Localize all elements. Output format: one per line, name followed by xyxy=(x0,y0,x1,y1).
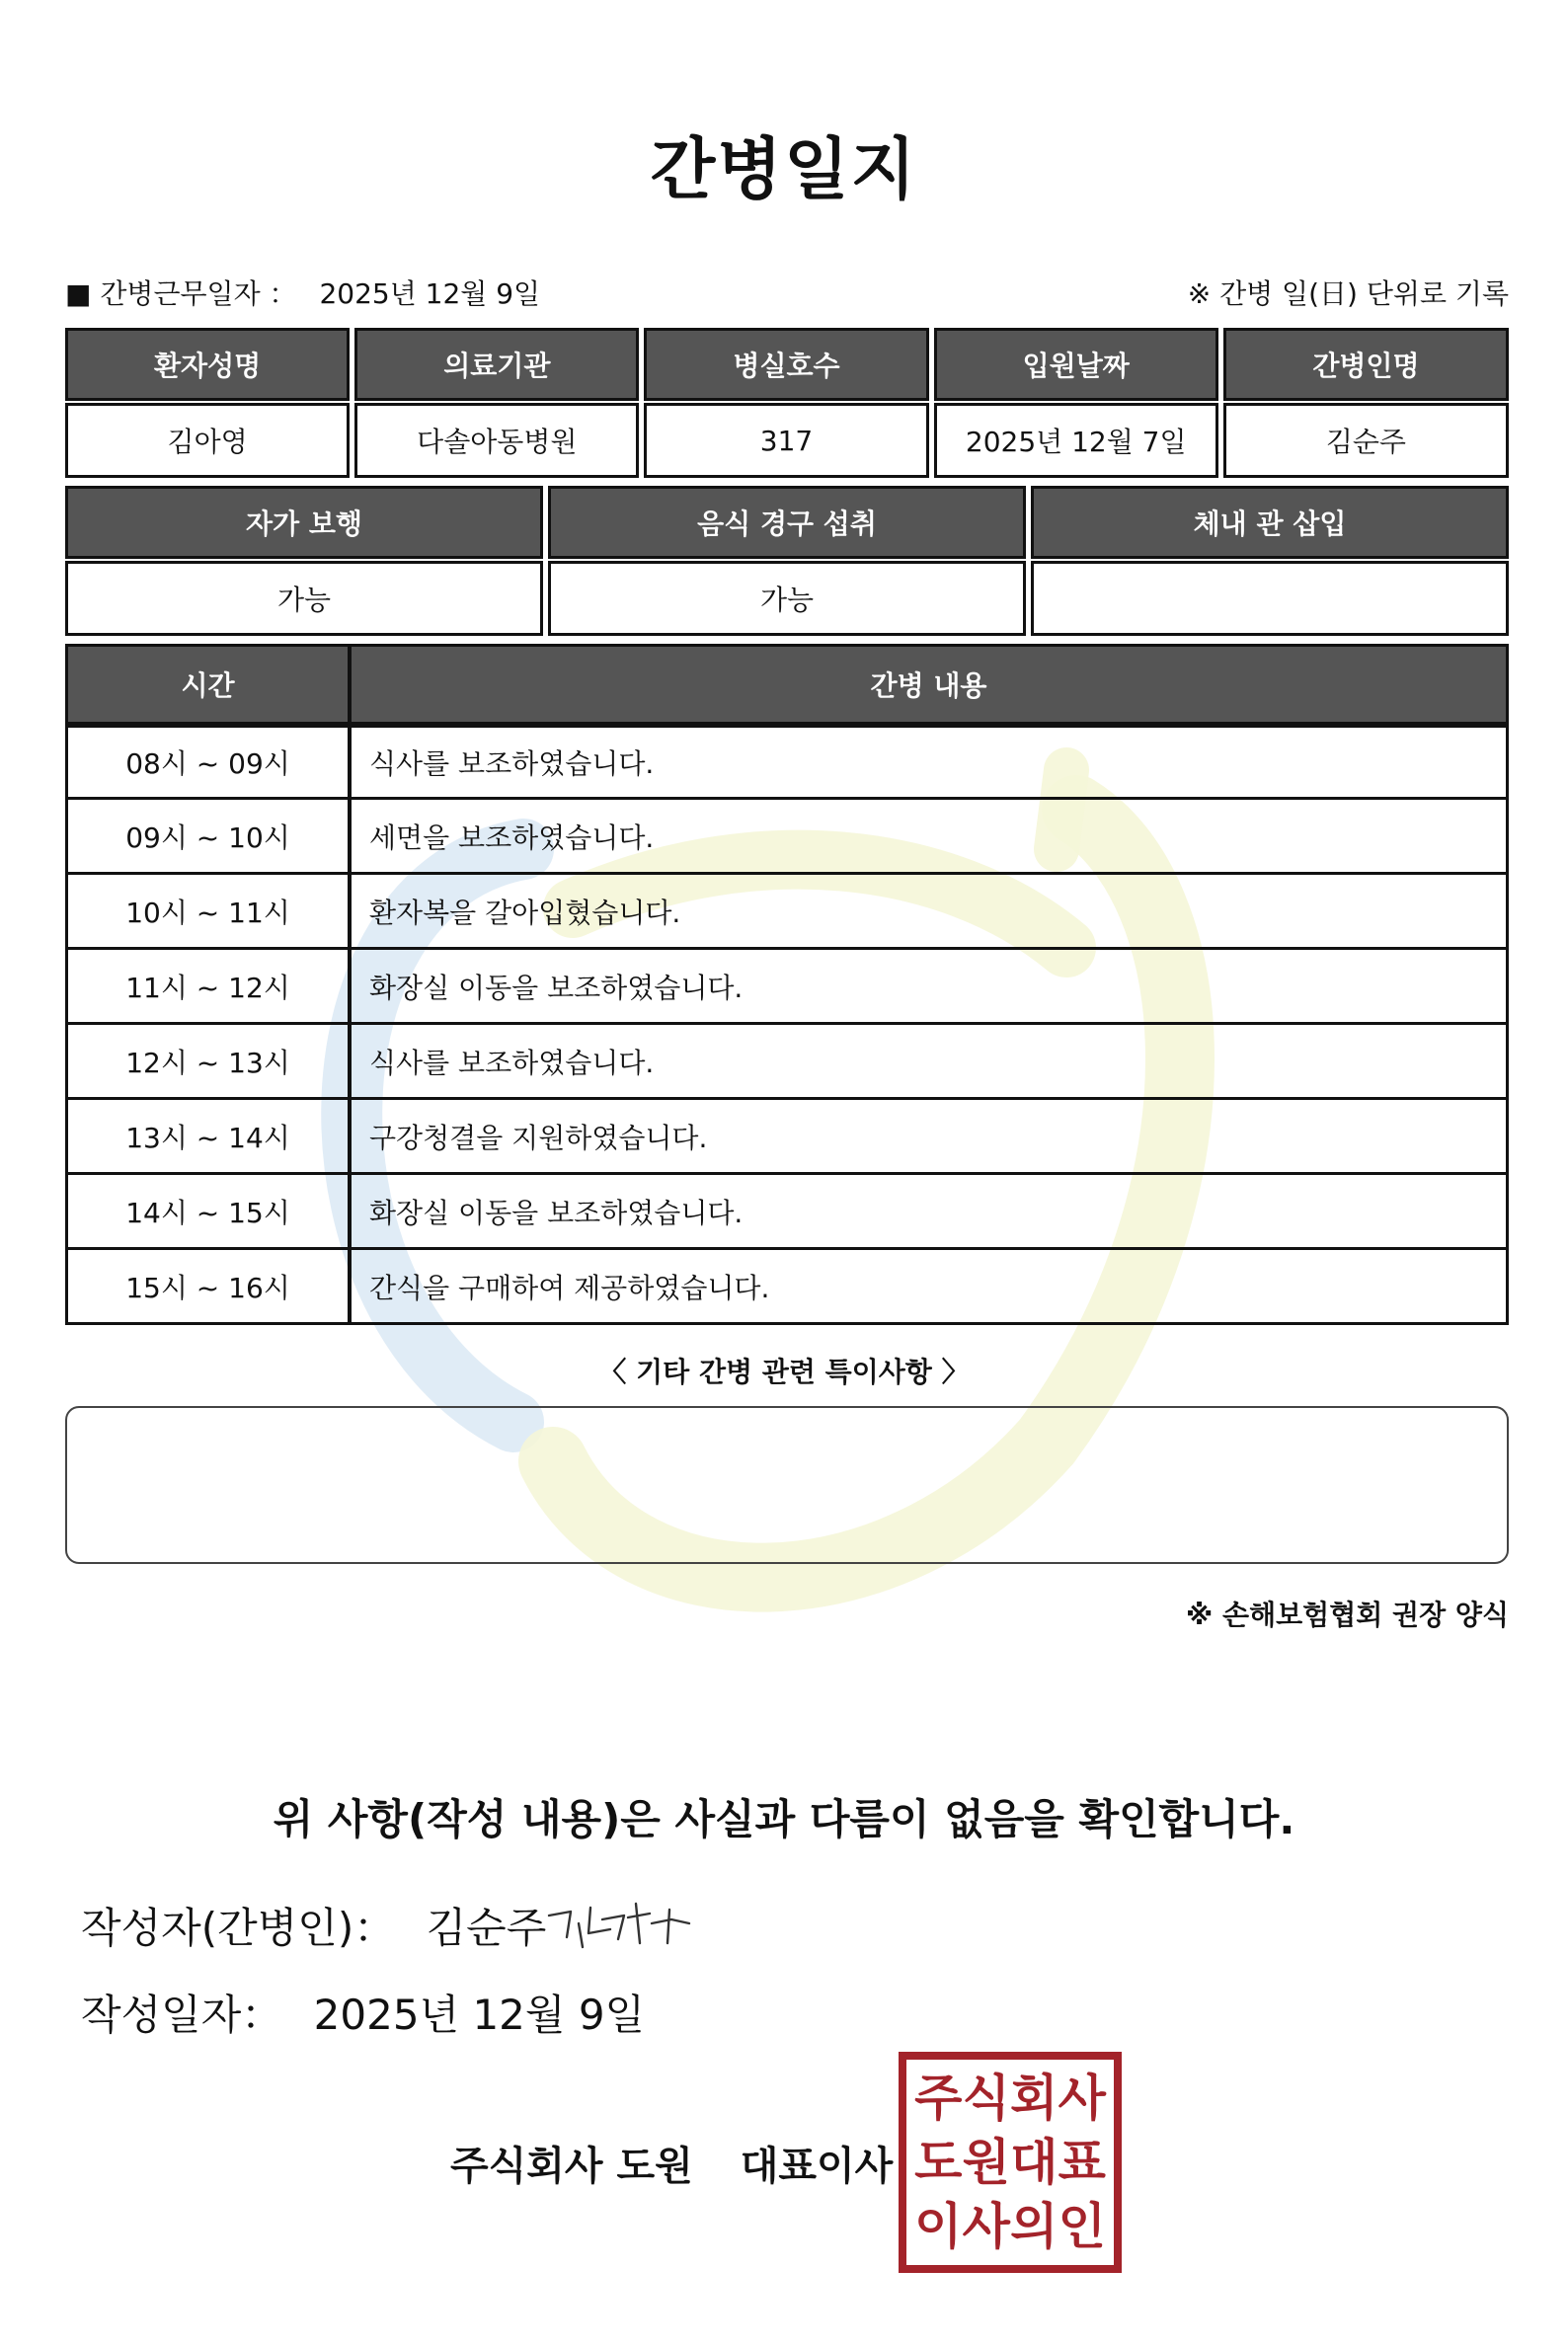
value-room-number: 317 xyxy=(644,403,928,478)
row-time: 12시 ~ 13시 xyxy=(68,1025,352,1097)
work-date-value: 2025년 12월 9일 xyxy=(319,277,541,310)
row-time: 13시 ~ 14시 xyxy=(68,1100,352,1172)
row-content: 식사를 보조하였습니다. xyxy=(369,747,655,780)
value-caregiver-name: 김순주 xyxy=(1223,403,1509,478)
header-patient-name: 환자성명 xyxy=(65,328,350,401)
seal-char: 식 xyxy=(962,2069,1010,2127)
header-caregiver-name: 간병인명 xyxy=(1223,328,1509,401)
care-log-table xyxy=(65,644,1509,1325)
value-patient-name: 김아영 xyxy=(65,403,350,478)
table-row xyxy=(68,797,1506,872)
document-title: 간병일지 xyxy=(650,131,918,209)
row-content: 화장실 이동을 보조하였습니다. xyxy=(369,1196,744,1229)
header-hospital: 의료기관 xyxy=(354,328,639,401)
recommend-note: ※ 손해보험협회 권장 양식 xyxy=(1186,1599,1509,1631)
row-content: 구강청결을 지원하였습니다. xyxy=(369,1121,708,1154)
value-self-walking: 가능 xyxy=(65,561,543,636)
writer-line xyxy=(81,1896,546,1955)
seal-char: 대 xyxy=(1010,2133,1058,2191)
remarks-box xyxy=(65,1406,1509,1564)
company-line xyxy=(450,2135,893,2191)
row-time: 10시 ~ 11시 xyxy=(68,875,352,947)
record-note: ※ 간병 일(日) 단위로 기록 xyxy=(1187,277,1509,310)
table-row xyxy=(68,872,1506,947)
work-date-line xyxy=(65,273,540,312)
table-row xyxy=(68,947,1506,1022)
seal-char: 사 xyxy=(962,2198,1010,2256)
header-room-number: 병실호수 xyxy=(644,328,928,401)
value-tube-insertion xyxy=(1031,561,1509,636)
table-row xyxy=(68,1172,1506,1247)
written-date-label: 작성일자： xyxy=(81,1991,283,2039)
work-date-label: ■ 간병근무일자 ： xyxy=(65,277,297,310)
row-content: 화장실 이동을 보조하였습니다. xyxy=(369,971,744,1004)
seal-char: 인 xyxy=(1058,2198,1106,2256)
status-header-row xyxy=(65,486,1509,559)
patient-value-row xyxy=(65,403,1509,478)
row-time: 15시 ~ 16시 xyxy=(68,1250,352,1322)
writer-label: 작성자(간병인)： xyxy=(81,1904,396,1952)
header-time: 시간 xyxy=(68,647,352,722)
table-row xyxy=(68,1247,1506,1322)
written-date-value: 2025년 12월 9일 xyxy=(313,1991,646,2039)
row-content: 세면을 보조하였습니다. xyxy=(369,821,655,854)
row-content: 환자복을 갈아입혔습니다. xyxy=(369,896,681,929)
value-oral-intake: 가능 xyxy=(548,561,1026,636)
row-time: 11시 ~ 12시 xyxy=(68,950,352,1022)
value-admission-date: 2025년 12월 7일 xyxy=(934,403,1218,478)
seal-char: 이 xyxy=(914,2198,963,2256)
seal-char: 주 xyxy=(914,2069,963,2127)
row-content: 식사를 보조하였습니다. xyxy=(369,1046,655,1079)
header-oral-intake: 음식 경구 섭취 xyxy=(548,486,1026,559)
seal-char: 사 xyxy=(1058,2069,1106,2127)
company-name: 주식회사 도원 xyxy=(450,2144,693,2189)
header-care-content: 간병 내용 xyxy=(870,669,987,702)
seal-char: 표 xyxy=(1058,2133,1106,2191)
table-row xyxy=(68,1022,1506,1097)
header-admission-date: 입원날짜 xyxy=(934,328,1218,401)
written-date-line xyxy=(81,1983,645,2042)
header-tube-insertion: 체내 관 삽입 xyxy=(1031,486,1509,559)
status-value-row xyxy=(65,561,1509,636)
row-content: 간식을 구매하여 제공하였습니다. xyxy=(369,1271,770,1304)
writer-name: 김순주 xyxy=(426,1904,547,1952)
confirmation-statement: 위 사항(작성 내용)은 사실과 다름이 없음을 확인합니다. xyxy=(273,1795,1295,1843)
seal-char: 회 xyxy=(1010,2069,1058,2127)
value-hospital: 다솔아동병원 xyxy=(354,403,639,478)
row-time: 14시 ~ 15시 xyxy=(68,1175,352,1247)
seal-char: 원 xyxy=(962,2133,1010,2191)
seal-char: 도 xyxy=(914,2133,963,2191)
table-row xyxy=(68,722,1506,797)
row-time: 09시 ~ 10시 xyxy=(68,800,352,872)
remarks-title: 〈 기타 간병 관련 특이사항 〉 xyxy=(598,1356,970,1388)
company-seal xyxy=(899,2052,1122,2273)
care-log-header xyxy=(68,647,1506,722)
ceo-title: 대표이사 xyxy=(740,2144,894,2189)
signature xyxy=(541,1894,699,1953)
seal-char: 의 xyxy=(1010,2198,1058,2256)
table-row xyxy=(68,1097,1506,1172)
row-time: 08시 ~ 09시 xyxy=(68,728,352,797)
header-self-walking: 자가 보행 xyxy=(65,486,543,559)
patient-header-row xyxy=(65,328,1509,401)
